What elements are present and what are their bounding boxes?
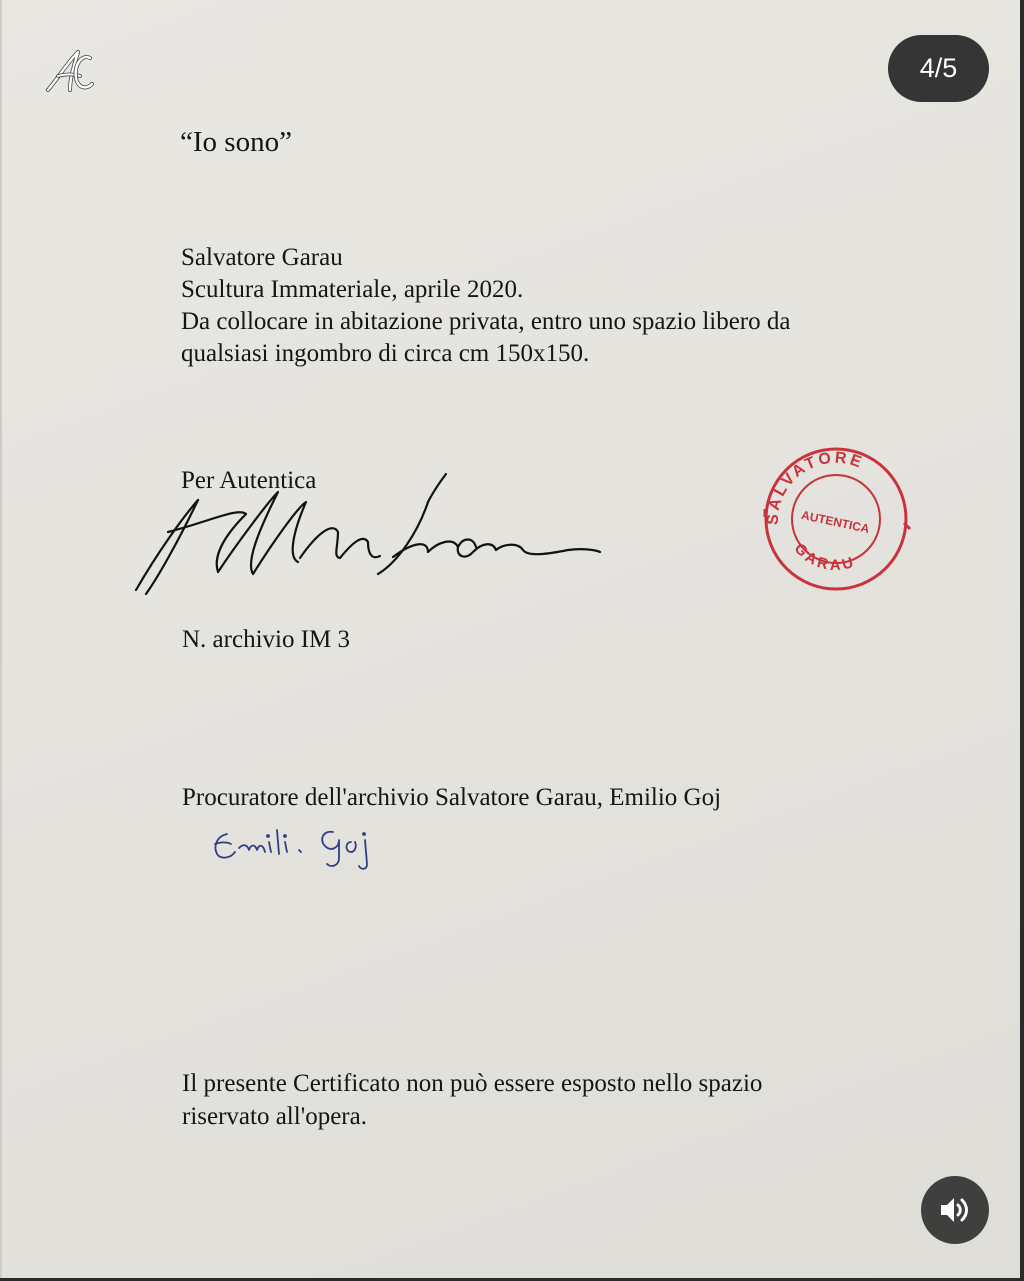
procurator-line: Procuratore dell'archivio Salvatore Garau, Emilio Goj (182, 784, 722, 811)
speaker-volume-icon (938, 1195, 972, 1225)
archive-number: N. archivio IM 3 (182, 626, 351, 653)
procurator-signature (205, 822, 385, 872)
notice-text-line-2: riservato all'opera. (182, 1103, 367, 1130)
stamp-top-text: SALVATORE (764, 449, 867, 526)
artwork-description: Scultura Immateriale, aprile 2020. (181, 276, 524, 303)
stamp-bottom-text: GARAU (790, 540, 859, 575)
paper-left-edge (0, 0, 2, 1281)
sound-toggle-button[interactable] (921, 1176, 989, 1244)
placement-text-line-1: Da collocare in abitazione privata, entro uno spazio libero da (181, 308, 791, 335)
script-a-logo-icon (44, 48, 96, 96)
placement-text-line-2: qualsiasi ingombro di circa cm 150x150. (181, 340, 590, 367)
artist-name: Salvatore Garau (181, 244, 343, 271)
page-counter: 4/5 (888, 35, 989, 102)
svg-text:GARAU (791, 540, 858, 574)
notice-text-line-1: Il presente Certificato non può essere esposto nello spazio (182, 1070, 763, 1097)
artist-signature (128, 462, 608, 602)
authentication-stamp (756, 447, 916, 592)
viewer-right-border (1020, 0, 1024, 1281)
authentication-label: Per Autentica (181, 467, 317, 494)
stamp-center-text: AUTENTICA (800, 507, 871, 536)
document-title: “Io sono” (180, 126, 292, 158)
